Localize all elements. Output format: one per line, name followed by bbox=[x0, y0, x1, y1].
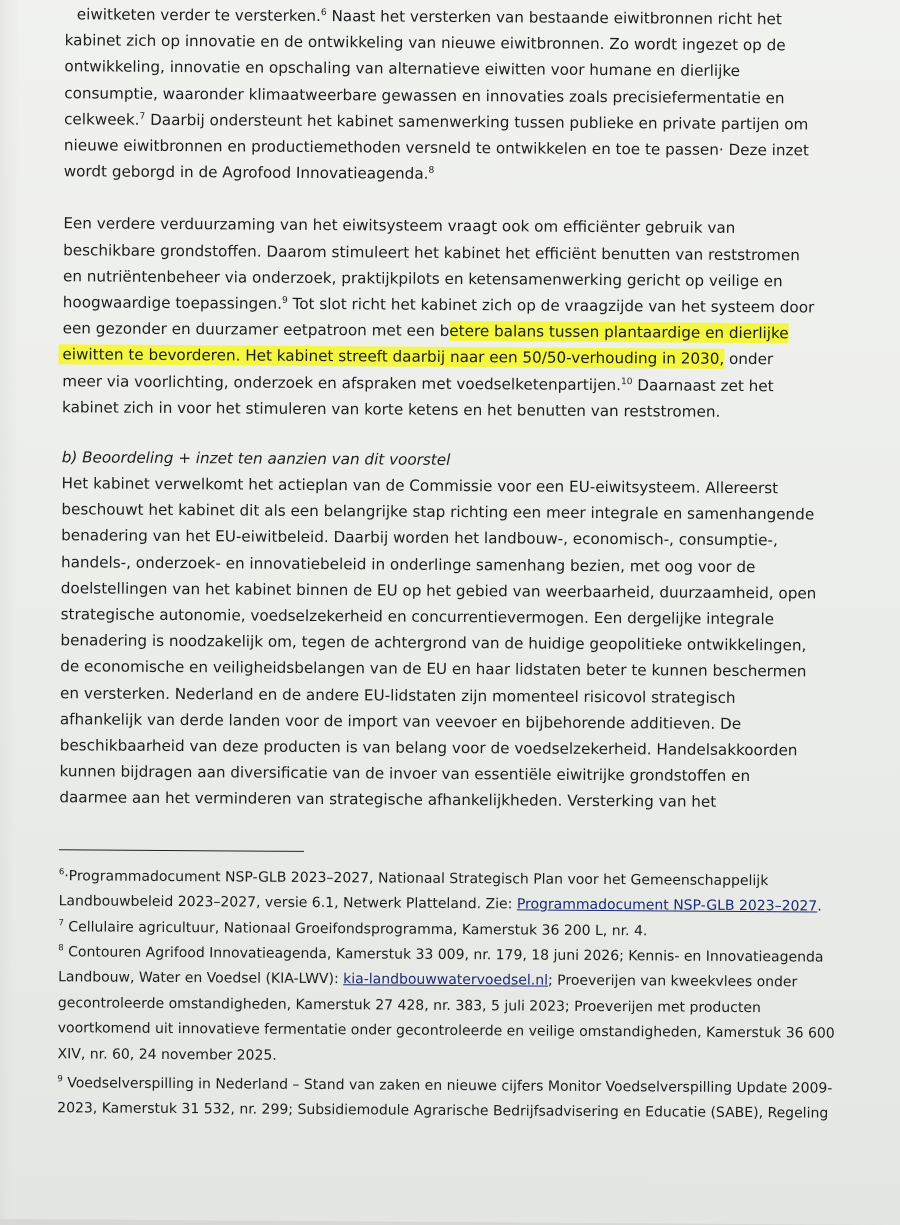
text-line: en versterken. Nederland en de andere EU-lidstaten zijn momenteel risicovol strategisch bbox=[60, 683, 736, 707]
footnote-6-cont: Landbouwbeleid 2023–2027, versie 6.1, Netwerk Platteland. Zie: Programmadocument NSP-GLB 2023–2027. bbox=[58, 893, 822, 915]
text-line: kabinet zich in voor het stimuleren van korte ketens en het benutten van reststromen. bbox=[62, 398, 721, 421]
footnote-7: $^7$ Cellulaire agricultuur, Nationaal Groeifondsprogramma, Kamerstuk 36 200 L, nr. 4. bbox=[58, 917, 648, 939]
highlighted-text: eiwitten te bevorderen. Het kabinet streeft daarbij naar een 50/50-verhouding in 2030, bbox=[58, 345, 724, 370]
footnote-ref-9[interactable]: 9 bbox=[281, 295, 288, 306]
paragraph-beoordeling bbox=[59, 470, 851, 816]
text-line: beschikbaarheid van deze producten is van belang voor de voedselzekerheid. Handelsakkoorden bbox=[59, 736, 798, 760]
page-edge-shadow bbox=[0, 0, 20, 1219]
document-content bbox=[57, 1, 855, 1127]
text-line: meer via voorlichting, onderzoek en afspraken met voedselketenpartijen.$^{10}$ Daarnaast zet het bbox=[62, 371, 774, 395]
text-line: benadering is noodzakelijk om, tegen de achtergrond van de huidige geopolitieke ontwikkelingen, bbox=[60, 631, 807, 655]
footnote-ref-10[interactable]: 10 bbox=[621, 376, 633, 387]
footnote-ref-8[interactable]: 8 bbox=[428, 166, 435, 177]
text-line: nieuwe eiwitbronnen en productiemethoden versneld te ontwikkelen en toe te passen· Deze inzet bbox=[63, 136, 809, 160]
text-line: beschouwt het kabinet dit als een belangrijke stap richting een meer integrale en samenhangende bbox=[61, 500, 815, 524]
text-line: daarmee aan het verminderen van strategische afhankelijkheden. Versterking van het bbox=[59, 788, 717, 812]
paragraph-verduurzaming bbox=[62, 211, 853, 426]
text-line: een gezonder en duurzamer eetpatroon met een betere balans tussen plantaardige en dierlijke bbox=[62, 319, 789, 343]
programmadocument-link[interactable]: Programmadocument NSP-GLB 2023–2027 bbox=[516, 896, 818, 915]
section-heading-b: b) Beoordeling + inzet ten aanzien van dit voorstel bbox=[61, 448, 451, 469]
footnote-8-cont: gecontroleerde omstandigheden, Kamerstuk 27 428, nr. 383, 5 juli 2023; Proeverijen met producten bbox=[57, 994, 761, 1016]
text-line: eiwitketen verder te versterken.$^6$ Naast het versterken van bestaande eiwitbronnen richt het bbox=[76, 5, 782, 29]
text-line: celkweek.$^7$ Daarbij ondersteunt het kabinet samenwerking tussen publieke en private partijen om bbox=[64, 110, 809, 134]
text-line: beschikbare grondstoffen. Daarom stimuleert het kabinet het efficiënt benutten van reststromen bbox=[63, 240, 801, 265]
footnote-8: $^8$ Contouren Agrifood Innovatieagenda, Kamerstuk 33 009, nr. 179, 18 juni 2026; Kennis- en Innovatieagenda bbox=[58, 943, 824, 966]
text-line: afhankelijk van derde landen voor de import van veevoer en bijbehorende additieven. De bbox=[59, 710, 742, 733]
footnote-8-cont: XIV, nr. 60, 24 november 2025. bbox=[57, 1045, 277, 1064]
footnote-9: $^9$ Voedselverspilling in Nederland – Stand van zaken en nieuwe cijfers Monitor Voedselverspilling Update 2009- bbox=[57, 1074, 833, 1097]
footnote-6: $^6$·Programmadocument NSP-GLB 2023–2027, Nationaal Strategisch Plan voor het Gemeenschappelijk bbox=[58, 866, 769, 889]
text-line: Het kabinet verwelkomt het actieplan van de Commissie voor een EU-eiwitsysteem. Allereerst bbox=[61, 474, 779, 498]
text-line: hoogwaardige toepassingen.$^9$ Tot slot richt het kabinet zich op de vraagzijde van het systeem door bbox=[62, 293, 815, 317]
footnote-8-cont: voortkomend uit innovatieve fermentatie onder gecontroleerde en veilige omstandigheden, Kamerstuk 36 600 bbox=[57, 1020, 835, 1042]
text-line: wordt geborgd in de Agrofood Innovatieagenda.$^8$ bbox=[63, 162, 435, 184]
text-line: ontwikkeling, innovatie en opschaling van alternatieve eiwitten voor humane en dierlijke bbox=[64, 57, 741, 81]
highlighted-text: etere balans tussen plantaardige en dierlijke bbox=[449, 322, 789, 343]
text-line: doelstellingen van het kabinet binnen de EU op het gebied van weerbaarheid, duurzaamheid, open bbox=[60, 579, 817, 603]
footnote-ref-6[interactable]: 6 bbox=[320, 8, 327, 19]
text-line: kabinet zich op innovatie en de ontwikkeling van nieuwe eiwitbronnen. Zo wordt ingezet op de bbox=[64, 31, 786, 55]
text-line: handels-, onderzoek- en innovatiebeleid in onderlinge samenhang bezien, met oog voor de bbox=[60, 552, 756, 576]
text-line: Een verdere verduurzaming van het eiwitsysteem vraagt ook om efficiënter gebruik van bbox=[63, 214, 736, 238]
footnote-8-cont: Landbouw, Water en Voedsel (KIA-LWV): kia-landbouwwatervoedsel.nl; Proeverijen van kweekvlees onder bbox=[58, 969, 798, 991]
paragraph-eiwitbronnen bbox=[64, 1, 855, 190]
text-line: en nutriëntenbeheer via onderzoek, praktijkpilots en ketensamenwerking gericht op veilige en bbox=[62, 267, 783, 291]
text-line: de economische en veiligheidsbelangen van de EU en haar lidstaten beter te kunnen beschermen bbox=[60, 657, 807, 681]
kia-link[interactable]: kia-landbouwwatervoedsel.nl bbox=[343, 971, 549, 989]
footnotes bbox=[57, 864, 849, 1128]
text-line: benadering van het EU-eiwitbeleid. Daarbij worden het landbouw-, economisch-, consumptie-, bbox=[61, 526, 778, 550]
text-line: strategische autonomie, voedselzekerheid en concurrentievermogen. Een dergelijke integrale bbox=[60, 605, 775, 629]
footnote-ref-7[interactable]: 7 bbox=[139, 111, 146, 122]
footnote-9-cont: 2023, Kamerstuk 31 532, nr. 299; Subsidiemodule Agrarische Bedrijfsadvisering en Educatie (SABE), Regeling bbox=[57, 1100, 829, 1122]
text-line: eiwitten te bevorderen. Het kabinet streeft daarbij naar een 50/50-verhouding in 2030, onder bbox=[58, 342, 852, 374]
text-line: kunnen bijdragen aan diversificatie van de invoer van essentiële eiwitrijke grondstoffen en bbox=[59, 762, 751, 786]
text-line: consumptie, waaronder klimaatweerbare gewassen en innovaties zoals precisiefermentatie en bbox=[64, 83, 785, 107]
footnote-separator bbox=[59, 849, 304, 852]
